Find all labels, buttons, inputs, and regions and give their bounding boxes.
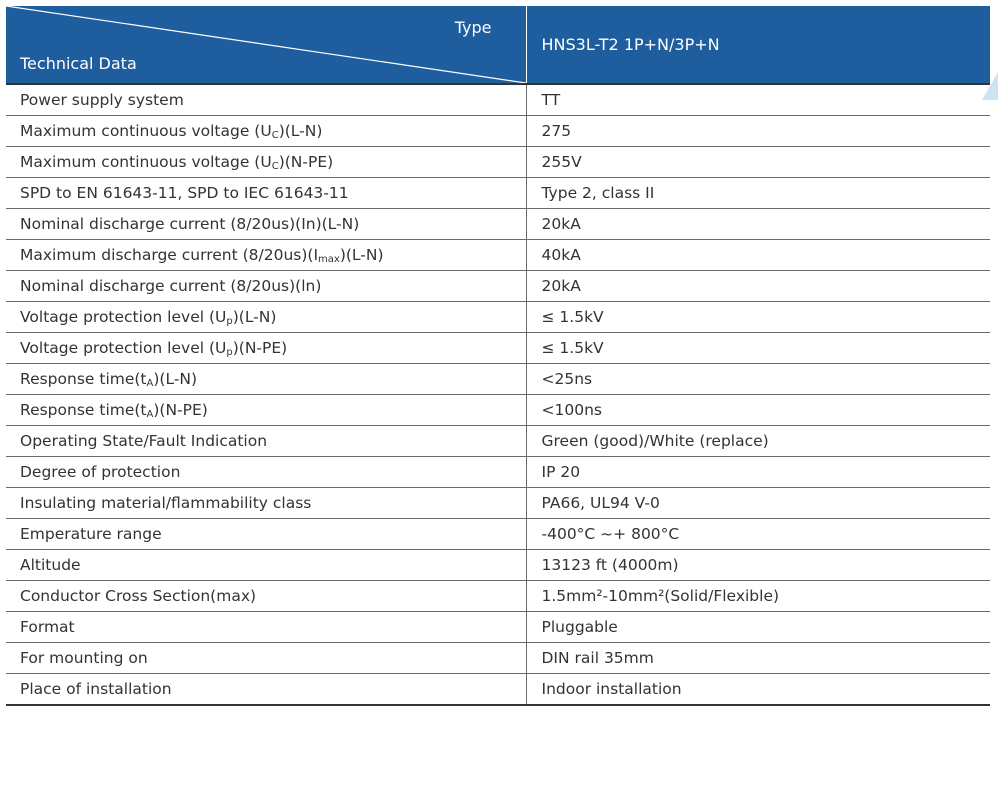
row-label-text: Operating State/Fault Indication [20, 432, 268, 450]
row-label-text: Place of installation [20, 680, 172, 698]
row-label-text: Response time(t [20, 370, 147, 388]
row-label-text: Emperature range [20, 525, 162, 543]
table-header-row [6, 6, 990, 84]
table-row [6, 519, 990, 550]
row-label-subscript: C [271, 130, 279, 141]
row-label-text: Altitude [20, 556, 81, 574]
table-row [6, 84, 990, 116]
row-label-text: Conductor Cross Section(max) [20, 587, 257, 605]
row-label-text: Nominal discharge current (8/20us)(ln) [20, 277, 322, 295]
row-label [6, 178, 526, 209]
row-label-text: Voltage protection level (U [20, 308, 227, 326]
table-row [6, 612, 990, 643]
row-value: Indoor installation [526, 674, 990, 706]
row-value: 40kA [526, 240, 990, 271]
row-value: 255V [526, 147, 990, 178]
row-value: Pluggable [526, 612, 990, 643]
row-label [6, 581, 526, 612]
row-value: ≤ 1.5kV [526, 333, 990, 364]
row-value: Green (good)/White (replace) [526, 426, 990, 457]
row-label-text: Maximum continuous voltage (U [20, 153, 272, 171]
row-label [6, 643, 526, 674]
header-technical-data-label: Technical Data [20, 54, 137, 73]
row-label [6, 395, 526, 426]
row-value: IP 20 [526, 457, 990, 488]
table-row [6, 674, 990, 706]
row-label-suffix: )(L-N) [278, 122, 323, 140]
row-label-text: Power supply system [20, 91, 184, 109]
table-row [6, 116, 990, 147]
row-value: PA66, UL94 V-0 [526, 488, 990, 519]
table-row [6, 488, 990, 519]
row-label-text: Format [20, 618, 75, 636]
table-row [6, 643, 990, 674]
table-row [6, 209, 990, 240]
row-value: -400°C ~+ 800°C [526, 519, 990, 550]
row-label-suffix: )(L-N) [232, 308, 277, 326]
row-label-subscript: p [226, 347, 233, 358]
row-label-text: For mounting on [20, 649, 148, 667]
header-model-cell: HNS3L-T2 1P+N/3P+N [526, 6, 990, 84]
row-label-subscript: A [146, 409, 154, 420]
table-row [6, 147, 990, 178]
table-row [6, 240, 990, 271]
row-label [6, 364, 526, 395]
row-label-suffix: )(N-PE) [232, 339, 288, 357]
row-label-text: Insulating material/flammability class [20, 494, 312, 512]
row-label-subscript: A [146, 378, 154, 389]
row-label [6, 457, 526, 488]
row-label [6, 147, 526, 178]
row-label-subscript: max [318, 254, 340, 265]
row-label-text: Nominal discharge current (8/20us)(In)(L-N) [20, 215, 360, 233]
row-label-text: Maximum discharge current (8/20us)(I [20, 246, 319, 264]
table-row [6, 302, 990, 333]
row-label [6, 333, 526, 364]
header-type-label: Type [454, 18, 492, 37]
table-row [6, 426, 990, 457]
row-value: TT [526, 84, 990, 116]
row-value: <25ns [526, 364, 990, 395]
row-value: Type 2, class II [526, 178, 990, 209]
row-value: DIN rail 35mm [526, 643, 990, 674]
row-label [6, 612, 526, 643]
row-label-subscript: C [271, 161, 279, 172]
row-label-text: Response time(t [20, 401, 147, 419]
row-label-suffix: )(L-N) [339, 246, 384, 264]
row-label [6, 519, 526, 550]
row-value: ≤ 1.5kV [526, 302, 990, 333]
row-value: 275 [526, 116, 990, 147]
header-corner-cell [6, 6, 526, 84]
row-label [6, 488, 526, 519]
row-value: 20kA [526, 271, 990, 302]
row-value: <100ns [526, 395, 990, 426]
row-label-text: Degree of protection [20, 463, 181, 481]
row-label [6, 674, 526, 706]
row-label [6, 271, 526, 302]
table-row [6, 364, 990, 395]
row-label [6, 550, 526, 581]
row-label-suffix: )(L-N) [153, 370, 198, 388]
table-row [6, 550, 990, 581]
row-value: 13123 ft (4000m) [526, 550, 990, 581]
table-row [6, 333, 990, 364]
row-label [6, 302, 526, 333]
row-label [6, 209, 526, 240]
row-label-suffix: )(N-PE) [278, 153, 334, 171]
row-label-text: SPD to EN 61643-11, SPD to IEC 61643-11 [20, 184, 349, 202]
row-label-text: Voltage protection level (U [20, 339, 227, 357]
row-label-suffix: )(N-PE) [153, 401, 208, 419]
table-row [6, 395, 990, 426]
row-label-text: Maximum continuous voltage (U [20, 122, 272, 140]
row-label [6, 116, 526, 147]
row-label [6, 426, 526, 457]
row-value: 1.5mm²-10mm²(Solid/Flexible) [526, 581, 990, 612]
row-label [6, 240, 526, 271]
table-body [6, 84, 990, 705]
row-label [6, 84, 526, 116]
table-row [6, 457, 990, 488]
table-row [6, 581, 990, 612]
spec-table-container [6, 6, 990, 706]
table-row [6, 271, 990, 302]
row-value: 20kA [526, 209, 990, 240]
technical-data-table [6, 6, 990, 706]
row-label-subscript: p [226, 316, 233, 327]
table-row [6, 178, 990, 209]
